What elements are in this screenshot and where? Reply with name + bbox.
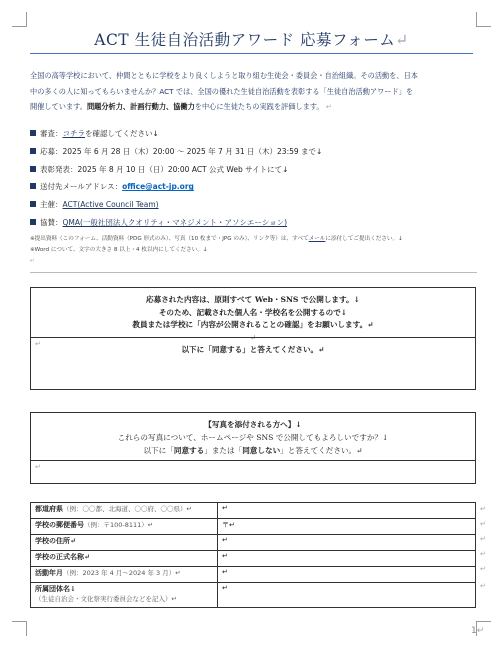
photo-consent-answer-field[interactable]: ↵ xyxy=(35,463,41,471)
row-label-organization: 所属団体名↓ （生徒自治会・文化祭実行委員会などを記入）↵ xyxy=(31,583,218,608)
crop-mark-top-right xyxy=(476,12,491,27)
email-link[interactable]: office@act-jp.org xyxy=(122,182,194,192)
row-end-mark: ↵ xyxy=(480,505,486,513)
address-field[interactable]: ↵ xyxy=(218,535,476,551)
row-label-postal-code: 学校の郵便番号（例：〒100-8111）↵ xyxy=(31,519,218,535)
bullet-review: 審査：コチラを確認してください↓ xyxy=(30,125,476,143)
row-end-mark: ↵ xyxy=(480,550,486,558)
review-criteria-link[interactable]: コチラ xyxy=(62,129,85,138)
activity-period-field[interactable]: ↵ xyxy=(218,567,476,583)
postal-code-field[interactable]: 〒↵ xyxy=(218,519,476,535)
bullet-sponsor: 協賛：QMA(一般社団法人クオリティ・マネジメント・アソシエーション) xyxy=(30,214,476,232)
row-end-mark: ↵ xyxy=(480,565,486,573)
intro-line-1: 全国の高等学校において、仲間とともに学校をより良くしようと取り組む生徒会・委員会・自治組織。その活動を、日本 xyxy=(30,71,418,80)
organization-field[interactable]: ↵ xyxy=(218,583,476,608)
bullet-email: 送付先メールアドレス：office@act-jp.org xyxy=(30,178,476,196)
submission-notes xyxy=(30,234,480,267)
consent-text: 応募された内容は、原則すべて Web・SNS で公開します。↓ そのため、記載された個人名・学校名を公開するので↓ 教員または学校に「内容が公開されることの確認」をお願いします。↵ ↵ 以下に「同意する」と答えてください。↵ xyxy=(132,295,374,354)
photo-consent-divider xyxy=(31,460,475,461)
bullet-announcement: 表彰発表：2025 年 8 月 10 日（日）20:00 ACT 公式 Web サイトにて↓ xyxy=(30,161,476,179)
host-link[interactable]: ACT(Active Council Team) xyxy=(62,200,159,210)
photo-consent-text: 【写真を添付される方へ】↓ これらの写真について、ホームページや SNS で公開してもよろしいですか？↓ 以下に「同意する」または「同意しない」と答えてください。↵ xyxy=(117,420,389,455)
table-row xyxy=(31,535,476,551)
consent-divider xyxy=(31,337,475,338)
bullet-host: 主催：ACT(Active Council Team) xyxy=(30,196,476,214)
crop-mark-top-left xyxy=(12,12,27,27)
row-end-mark: ↵ xyxy=(480,535,486,543)
page-number: 1↵ xyxy=(471,626,485,636)
crop-mark-bottom-left xyxy=(12,621,27,636)
square-bullet-icon xyxy=(30,130,36,136)
intro-paragraph xyxy=(30,68,476,115)
consent-box xyxy=(30,287,476,390)
row-label-school-name: 学校の正式名称↵ xyxy=(31,551,218,567)
empty-paragraph: ↵ xyxy=(30,258,35,264)
note-line-1: ※提出資料（このフォーム、活動資料（PDG 形式のみ）、写真（10 枚まで・JPG のみ）、リンク等）は、すべてメールに添付してご提出ください。↓ xyxy=(30,236,403,242)
consent-answer-field[interactable]: ↵ xyxy=(35,340,41,348)
title-underline xyxy=(30,53,473,54)
table-row xyxy=(31,567,476,583)
row-label-prefecture: 都道府県（例：〇〇都、北海道、〇〇府、〇〇県）↵ xyxy=(31,503,218,519)
row-label-activity-period: 活動年月（例：2023 年 4 月～2024 年 3 月）↵ xyxy=(31,567,218,583)
note-line-2: ※Word について、文字の大きさ 8 以上・4 枚以内にしてください。↓ xyxy=(30,247,208,253)
square-bullet-icon xyxy=(30,183,36,189)
table-row xyxy=(31,519,476,535)
square-bullet-icon xyxy=(30,166,36,172)
table-row xyxy=(31,551,476,567)
sponsor-link[interactable]: QMA(一般社団法人クオリティ・マネジメント・アソシエーション) xyxy=(62,217,288,227)
row-end-mark: ↵ xyxy=(480,582,486,590)
table-row xyxy=(31,503,476,519)
photo-consent-box xyxy=(30,412,476,484)
section-divider xyxy=(30,272,477,273)
form-title: ACT 生徒自治活動アワード 応募フォーム↵ xyxy=(94,31,409,49)
bullet-apply-period: 応募：2025 年 6 月 28 日（木）20:00 ～ 2025 年 7 月 31 日（木）23:59 まで↓ xyxy=(30,143,476,161)
school-name-field[interactable]: ↵ xyxy=(218,551,476,567)
table-row xyxy=(31,583,476,608)
square-bullet-icon xyxy=(30,219,36,225)
row-label-address: 学校の住所↵ xyxy=(31,535,218,551)
square-bullet-icon xyxy=(30,148,36,154)
school-info-table xyxy=(30,502,476,608)
intro-line-3: 開催しています。問題分析力、計画行動力、協働力を中心に生徒たちの実践を評価します。 ↵ xyxy=(30,102,332,111)
row-end-mark: ↵ xyxy=(480,520,486,528)
mail-link[interactable]: メール xyxy=(308,236,326,242)
square-bullet-icon xyxy=(30,201,36,207)
intro-line-2: 中の多くの人に知ってもらいませんか？ACT では、全国の優れた生徒自治活動を表彰する「生徒自治活動アワード」を xyxy=(30,86,414,96)
info-bullet-list xyxy=(30,125,476,232)
prefecture-field[interactable]: ↵ xyxy=(218,503,476,519)
